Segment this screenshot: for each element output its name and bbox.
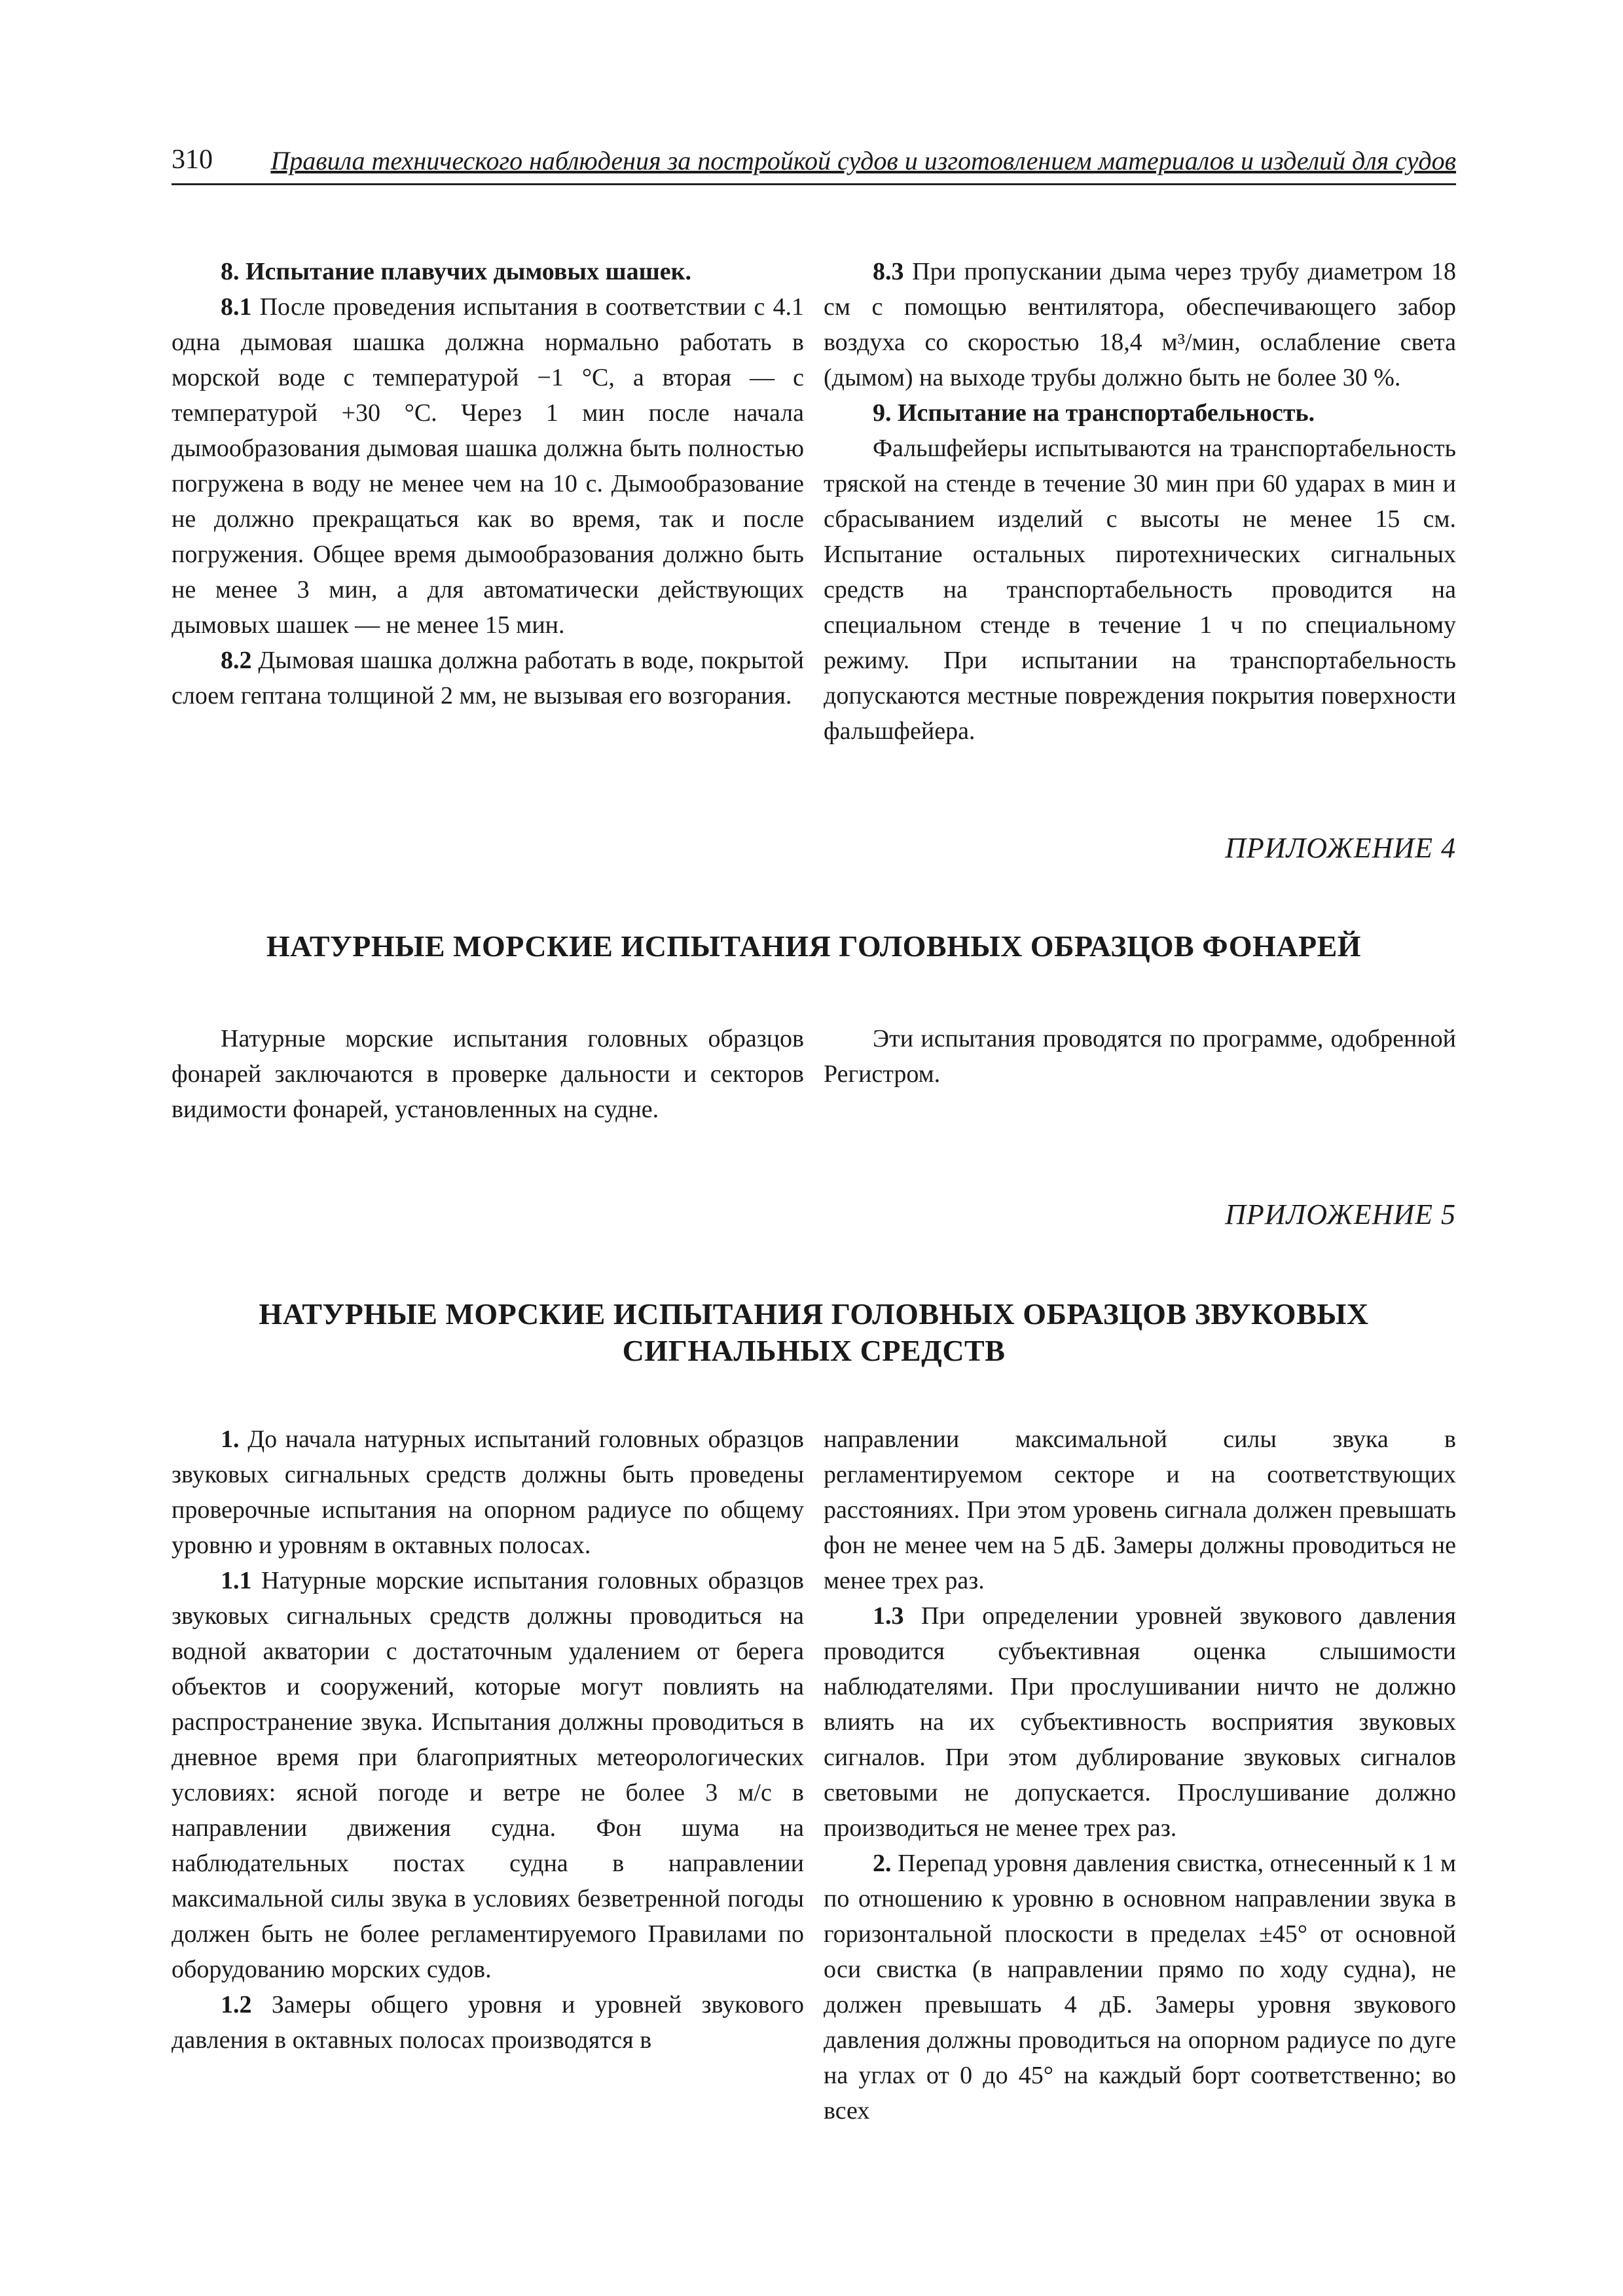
running-title: Правила технического наблюдения за постройкой судов и изготовлением материалов и изделий для судов — [270, 146, 1456, 175]
section8-left-column — [172, 254, 804, 713]
appendix-4-label: ПРИЛОЖЕНИЕ 4 — [1225, 832, 1456, 864]
appendix-5-title-line-2: СИГНАЛЬНЫХ СРЕДСТВ — [622, 1334, 1006, 1367]
page-number: 310 — [172, 145, 213, 175]
paragraph-1-3: 1.3 При определении уровней звукового давления проводится субъективная оценка слышимости наблюдателями. При прослушивании ничто не должно влиять на их субъективность восприятия звуковых сигналов. При этом дублирование звуковых сигналов световыми не допускается. Прослушивание должно производиться не менее трех раз. — [824, 1602, 1456, 1842]
paragraph-9: Фальшфейеры испытываются на транспортабельность тряской на стенде в течение 30 мин при 60 ударах в мин и сбрасыванием изделий с высоты не менее 15 см. Испытание остальных пиротехнических сигнальных средств на транспортабельность проводится на специальном стенде в течение 1 ч по специальному режиму. При испытании на транспортабельность допускаются местные повреждения покрытия поверхности фальшфейера. — [824, 435, 1456, 745]
section8-right-column — [824, 254, 1456, 749]
appendix-4-left-paragraph: Натурные морские испытания головных образцов фонарей заключаются в проверке дальности и секторов видимости фонарей, установленных на судне. — [172, 1025, 804, 1123]
paragraph-1-1: 1.1 Натурные морские испытания головных образцов звуковых сигнальных средств должны проводиться на водной акватории с достаточным удалением от берега объектов и сооружений, которые могут повлиять на распространение звука. Испытания должны проводиться в дневное время при благоприятных метеорологических условиях: ясной погоде и ветре не более 3 м/с в направлении движения судна. Фон шума на наблюдательных постах судна в направлении максимальной силы звука в условиях безветренной погоды должен быть не более регламентируемого Правилами по оборудованию морских судов. — [172, 1567, 804, 1983]
section9-heading: 9. Испытание на транспортабельность. — [873, 399, 1315, 427]
appendix-4-left-column — [172, 1021, 804, 1127]
appendix-5-label: ПРИЛОЖЕНИЕ 5 — [1225, 1198, 1456, 1230]
paragraph-1-2-continued: направлении максимальной силы звука в регламентируемом секторе и на соответствующих расстояниях. При этом уровень сигнала должен превышать фон не менее чем на 5 дБ. Замеры должны проводиться не менее трех раз. — [824, 1426, 1456, 1594]
paragraph-8-2: 8.2 Дымовая шашка должна работать в воде, покрытой слоем гептана толщиной 2 мм, не вызывая его возгорания. — [172, 647, 804, 709]
appendix-5-right-column — [824, 1422, 1456, 2128]
paragraph-8-1: 8.1 После проведения испытания в соответствии с 4.1 одна дымовая шашка должна нормально работать в морской воде с температурой −1 °С, а вторая — с температурой +30 °С. Через 1 мин после начала дымообразования дымовая шашка должна быть полностью погружена в воду не менее чем на 10 с. Дымообразование не должно прекращаться как во время, так и после погружения. Общее время дымообразования должно быть не менее 3 мин, а для автоматически действующих дымовых шашек — не менее 15 мин. — [172, 293, 804, 639]
appendix-5-title-line-1: НАТУРНЫЕ МОРСКИЕ ИСПЫТАНИЯ ГОЛОВНЫХ ОБРАЗЦОВ ЗВУКОВЫХ — [259, 1297, 1369, 1331]
page-header — [172, 143, 1456, 185]
appendix-4-right-column — [824, 1021, 1456, 1092]
appendix-4-title: НАТУРНЫЕ МОРСКИЕ ИСПЫТАНИЯ ГОЛОВНЫХ ОБРАЗЦОВ ФОНАРЕЙ — [266, 929, 1362, 963]
appendix-4-right-paragraph: Эти испытания проводятся по программе, одобренной Регистром. — [824, 1025, 1456, 1088]
paragraph-8-3: 8.3 При пропускании дыма через трубу диаметром 18 см с помощью вентилятора, обеспечивающего забор воздуха со скоростью 18,4 м³/мин, ослабление света (дымом) на выходе трубы должно быть не более 30 %. — [824, 258, 1456, 391]
appendix-5-left-column — [172, 1422, 804, 2058]
appendix-5-title — [172, 1296, 1456, 1369]
section8-heading: 8. Испытание плавучих дымовых шашек. — [221, 258, 691, 285]
paragraph-2: 2. Перепад уровня давления свистка, отнесенный к 1 м по отношению к уровню в основном направлении звука в горизонтальной плоскости в пределах ±45° от основной оси свистка (в направлении прямо по ходу судна), не должен превышать 4 дБ. Замеры уровня звукового давления должны проводиться на опорном радиусе по дуге на углах от 0 до 45° на каждый борт соответственно; во всех — [824, 1850, 1456, 2125]
paragraph-1-2: 1.2 Замеры общего уровня и уровней звукового давления в октавных полосах производятся в — [172, 1991, 804, 2054]
paragraph-1: 1. До начала натурных испытаний головных образцов звуковых сигнальных средств должны быть проведены проверочные испытания на опорном радиусе по общему уровню и уровням в октавных полосах. — [172, 1426, 804, 1559]
